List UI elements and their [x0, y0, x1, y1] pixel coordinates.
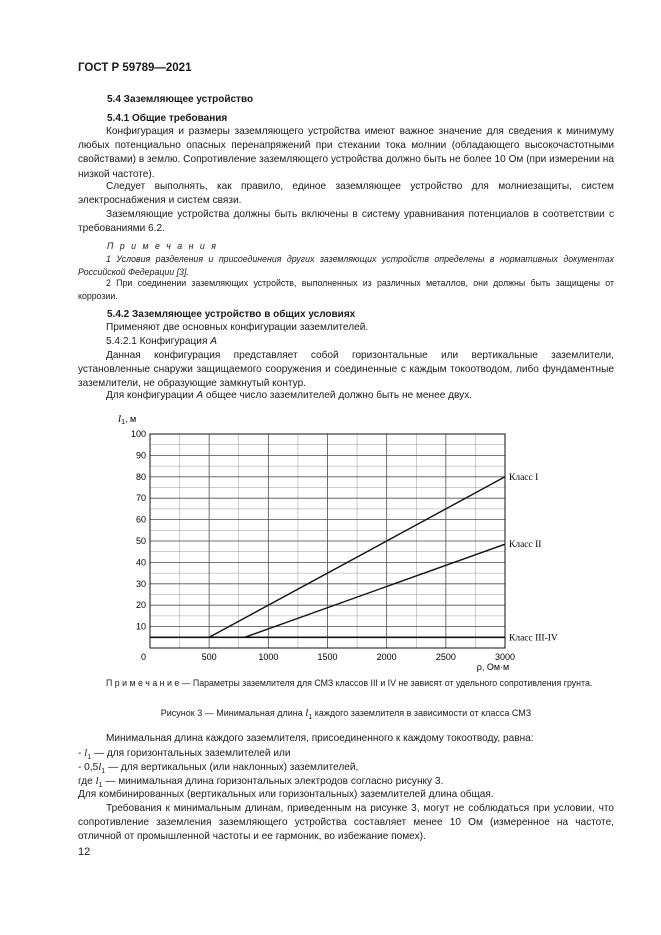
caption-sub: 1 — [308, 713, 313, 721]
y-tick-label: 40 — [135, 557, 146, 568]
paragraph-equipotential: Заземляющие устройства должны быть включены в систему уравнивания потенциалов в соответствии с требованиями 6.2. — [78, 209, 614, 235]
text-part: — для горизонтальных заземлителей или — [91, 748, 291, 759]
text-part: где — [78, 776, 96, 787]
x-tick-label: 0 — [140, 652, 146, 662]
text-part: Для конфигурации — [106, 390, 197, 401]
axis-ticks — [131, 429, 515, 662]
paragraph-combined: Для комбинированных (вертикальных или горизонтальных) заземлителей длина общая. — [78, 789, 494, 800]
subsection-letter: А — [210, 336, 217, 347]
x-tick-label: 500 — [201, 652, 217, 662]
x-tick-label: 1000 — [258, 652, 279, 662]
figure-note: П р и м е ч а н и е — Параметры заземлителя для СМЗ классов III и IV не зависят от удельного сопротивления грунта. — [106, 678, 593, 688]
figure-3-chart — [100, 392, 558, 672]
paragraph-config-a: Данная конфигурация представляет собой горизонтальные или вертикальные заземлители, установленные снаружи защищаемого сооружения и соединенные с каждым токоотводом, либо фундаментные заземлители, не образующие замкнутый контур. — [78, 350, 614, 390]
symbol-l: l — [84, 747, 88, 759]
paragraph-single-grounding: Следует выполнять, как правило, единое заземляющее устройство для молниезащиты, систем электроснабжения и систем связи. — [78, 181, 614, 207]
section-5-4-1-title: 5.4.1 Общие требования — [107, 113, 228, 124]
text-part: - 0,5 — [78, 762, 99, 773]
page-number: 12 — [78, 846, 91, 858]
note-1: 1 Условия разделения и присоединения других заземляющих устройств определены в нормативных документах Российской Федерации [3]. — [78, 254, 614, 277]
text-part: - — [78, 748, 85, 759]
text-part: — для вертикальных (или наклонных) заземлителей, — [105, 762, 359, 773]
text-part: общее число заземлителей должно быть не менее двух. — [203, 390, 473, 401]
figure-caption — [78, 707, 614, 721]
caption-text: каждого заземлителя в зависимости от класса СМЗ — [312, 708, 532, 718]
series-label-3: Класс III-IV — [509, 633, 558, 644]
notes-heading: П р и м е ч а н и я — [107, 241, 218, 251]
y-tick-label: 90 — [135, 450, 146, 461]
x-tick-label: 2500 — [435, 652, 456, 662]
symbol-sub: 1 — [87, 754, 92, 762]
paragraph-two-configs: Применяют две основных конфигурации заземлителей. — [106, 322, 369, 333]
series-label-1: Класс I — [509, 472, 539, 483]
caption-text: Рисунок 3 — Минимальная длина — [160, 708, 306, 718]
note-2: 2 При соединении заземляющих устройств, выполненных из различных металлов, они должны быть защищены от коррозии. — [78, 278, 614, 301]
x-tick-label: 1500 — [317, 652, 338, 662]
y-tick-label: 100 — [130, 429, 146, 439]
caption-symbol: l — [305, 707, 309, 719]
symbol-sub: 1 — [101, 768, 106, 776]
section-5-4-title: 5.4 Заземляющее устройство — [107, 94, 254, 105]
y-tick-label: 10 — [135, 621, 146, 632]
paragraph-exceptions: Требования к минимальным длинам, приведенным на рисунке 3, могут не соблюдаться при условии, что сопротивление заземления заземляющего устройства составляет менее 10 Ом (измеренное на частоте, отличной от промышленной частоты и ее гармоник, во избежание помех). — [78, 803, 614, 843]
document-header: ГОСТ Р 59789—2021 — [78, 62, 192, 74]
y-label-symbol: l — [118, 413, 122, 425]
series-label-2: Класс II — [509, 540, 542, 551]
y-tick-label: 70 — [135, 493, 146, 504]
paragraph-min-length: Минимальная длина каждого заземлителя, присоединенного к каждому токоотводу, равна: — [106, 733, 534, 744]
y-tick-label: 50 — [135, 536, 146, 546]
symbol-sub: 1 — [98, 782, 103, 790]
symbol-l: l — [95, 775, 99, 787]
x-tick-label: 3000 — [494, 652, 516, 662]
text-part: — минимальная длина горизонтальных электродов согласно рисунку 3. — [102, 776, 444, 787]
x-tick-label: 2000 — [376, 652, 397, 662]
paragraph-config: Конфигурация и размеры заземляющего устройства имеют важное значение для сведения к минимуму любых потенциально опасных перенапряжений при стекании тока молнии (обладающего высокочастотными свойствами) в землю. Сопротивление заземляющего устройства должно быть не более 10 Ом (при измерении на низкой частоте). — [78, 126, 614, 180]
y-tick-label: 60 — [135, 514, 146, 525]
symbol-l: l — [98, 761, 102, 773]
text-part-italic: А — [196, 390, 204, 401]
y-tick-label: 80 — [135, 471, 146, 482]
y-label-sub: 1 — [121, 419, 125, 426]
x-axis-label: ρ, Ом·м — [476, 662, 510, 672]
subsection-label: 5.4.2.1 Конфигурация — [106, 336, 211, 347]
y-axis-label — [118, 413, 136, 426]
y-label-unit: , м — [124, 414, 137, 424]
y-tick-label: 30 — [135, 578, 146, 589]
y-tick-label: 20 — [135, 600, 146, 611]
subsection-5-4-2-1 — [78, 335, 614, 349]
section-5-4-2-title: 5.4.2 Заземляющее устройство в общих условиях — [107, 309, 356, 320]
